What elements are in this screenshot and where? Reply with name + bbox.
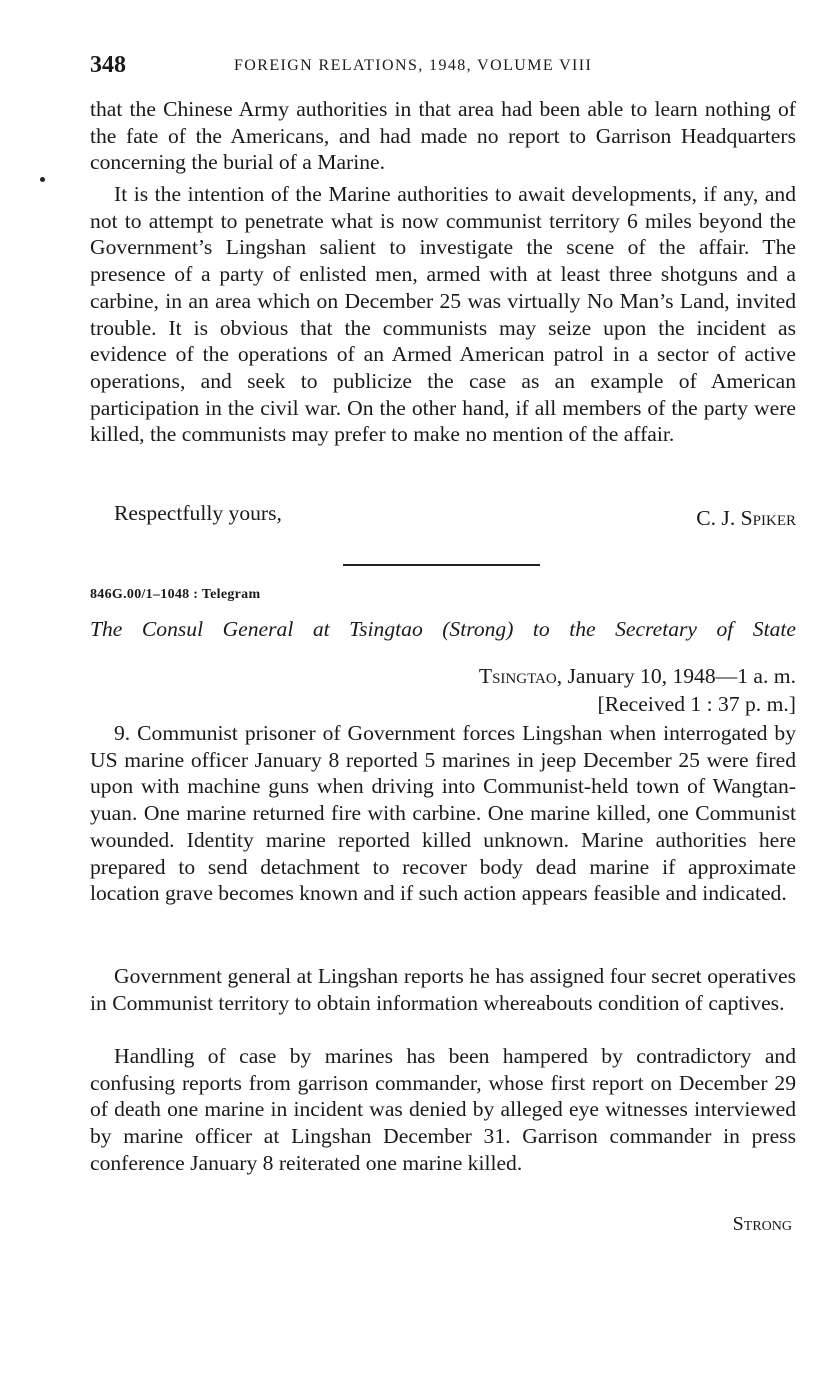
telegram-signature: Strong — [732, 1213, 792, 1235]
page-header — [90, 50, 796, 80]
dateline-place-initial: T — [478, 664, 493, 688]
dateline-date: , January 10, 1948—1 a. m. — [556, 664, 796, 688]
running-head: FOREIGN RELATIONS, 1948, VOLUME VIII — [234, 57, 593, 74]
page-number: 348 — [90, 52, 126, 78]
signer-surname: piker — [752, 506, 796, 530]
received-time: [Received 1 : 37 p. m.] — [597, 692, 796, 716]
letter-paragraph-1: that the Chinese Army authorities in that area had been able to learn nothing of the fate of the Americans, and had made no report to Garrison Headquarters concerning the burial of a Marine. — [90, 97, 796, 175]
telegram-title: The Consul General at Tsingtao (Strong) to the Secretary of State — [90, 617, 796, 641]
telegram-paragraph-2: Government general at Lingshan reports he has assigned four secret operatives in Communist territory to obtain information whereabouts condition of captives. — [90, 964, 796, 1015]
letter-signer — [696, 505, 796, 532]
letter-closing: Respectfully yours, — [114, 501, 282, 525]
signer-initials: C. J. S — [696, 506, 753, 530]
letter-paragraph-2: It is the intention of the Marine authorities to await developments, if any, and not to attempt to penetrate what is now communist territory 6 miles beyond the Government’s Lingshan salient to investigate the scene of the affair. The presence of a party of enlisted men, armed with at least three shotguns and a carbine, in an area which on December 25 was virtually No Man’s Land, invited trouble. It is obvious that the communists may seize upon the incident as evidence of the operations of an Armed American patrol in a sector of active operations, and seek to publicize the case as an example of American participation in the civil war. On the other hand, if all members of the party were killed, the communists may prefer to make no mention of the affair. — [90, 182, 796, 447]
dateline-place: singtao — [492, 664, 557, 688]
margin-mark — [40, 177, 45, 182]
telegram-dateline — [479, 663, 796, 690]
section-divider — [343, 564, 540, 566]
telegram-paragraph-3: Handling of case by marines has been hampered by contradictory and confusing reports from garrison commander, whose first report on December 29 of death one marine in incident was denied by alleged eye witnesses interviewed by marine officer at Lingshan December 31. Garrison commander in press conference January 8 reiterated one marine killed. — [90, 1044, 796, 1175]
telegram-paragraph-1: 9. Communist prisoner of Government forces Lingshan when interrogated by US marine officer January 8 reported 5 marines in jeep December 25 were fired upon with machine guns when driving into Communist-held town of Wangtan-yuan. One marine returned fire with carbine. One marine killed, one Communist wounded. Identity marine reported killed unknown. Marine authorities here prepared to send detachment to recover body dead marine if approximate location grave becomes known and if such action appears feasible and indicated. — [90, 721, 796, 906]
file-reference: 846G.00/1–1048 : Telegram — [90, 587, 261, 602]
